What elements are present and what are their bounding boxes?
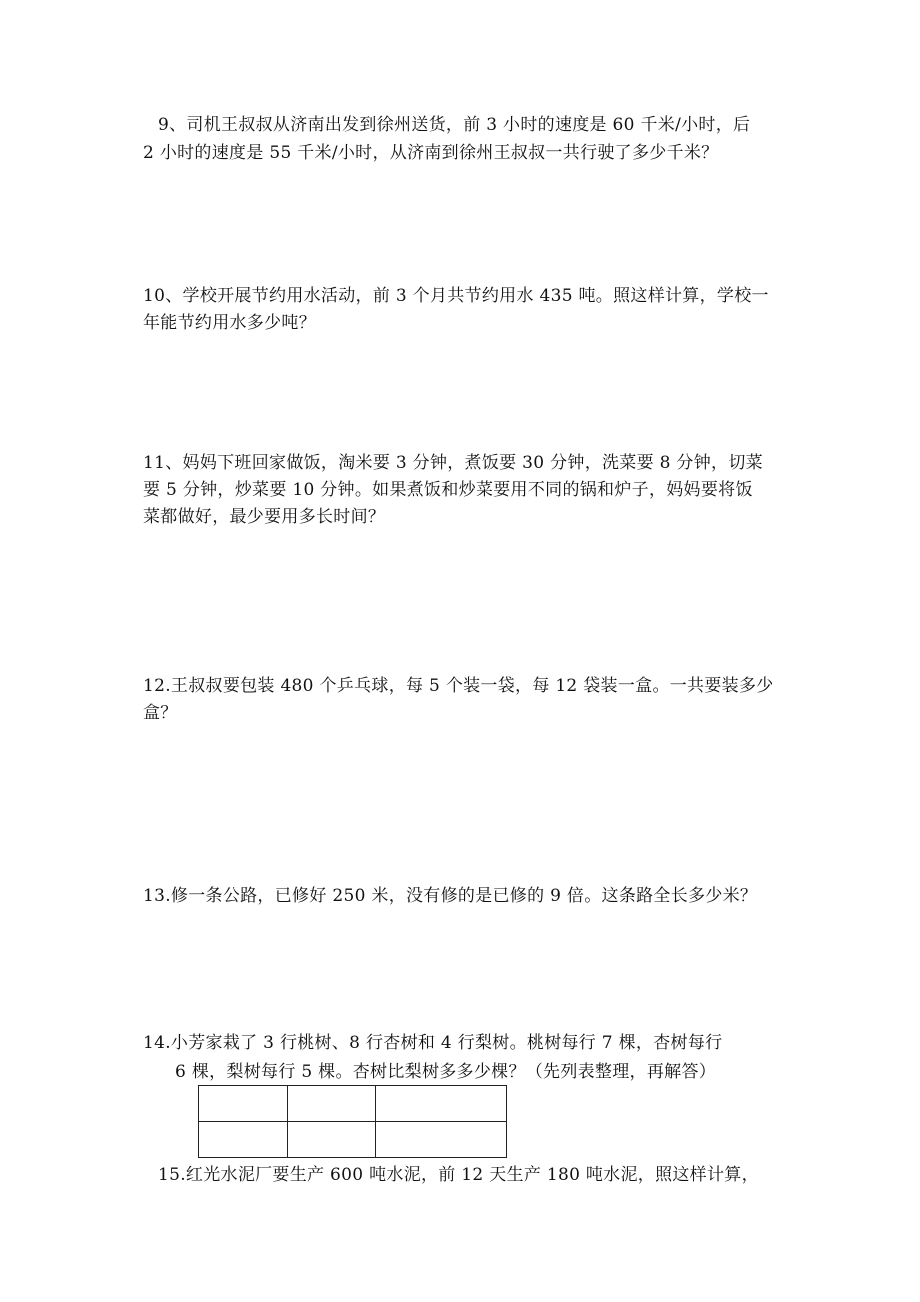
question-9-line-2: 2 小时的速度是 55 千米/小时，从济南到徐州王叔叔一共行驶了多少千米？ (143, 143, 719, 163)
question-13-line-1: 13.修一条公路，已修好 250 米，没有修的是已修的 9 倍。这条路全长多少米？ (143, 886, 758, 906)
question-11-line-2: 要 5 分钟，炒菜要 10 分钟。如果煮饭和炒菜要用不同的锅和炉子，妈妈要将饭 (143, 480, 753, 500)
table-row (199, 1086, 507, 1122)
question-11-line-1: 11、妈妈下班回家做饭，淘米要 3 分钟，煮饭要 30 分钟，洗菜要 8 分钟，切菜 (143, 453, 763, 473)
question-10-line-1: 10、学校开展节约用水活动，前 3 个月共节约用水 435 吨。照这样计算，学校一 (143, 286, 769, 306)
question-14-line-1: 14.小芳家栽了 3 行桃树、8 行杏树和 4 行梨树。桃树每行 7 棵，杏树每行 (143, 1033, 723, 1053)
table-cell[interactable] (376, 1122, 507, 1158)
table-cell[interactable] (288, 1122, 376, 1158)
table-row (199, 1122, 507, 1158)
question-12-line-2: 盒？ (143, 703, 178, 723)
question-10-line-2: 年能节约用水多少吨？ (143, 313, 316, 333)
table-cell[interactable] (288, 1086, 376, 1122)
table-cell[interactable] (376, 1086, 507, 1122)
question-11-line-3: 菜都做好，最少要用多长时间？ (143, 507, 386, 527)
answer-table (198, 1085, 507, 1158)
question-15-line-1: 15.红光水泥厂要生产 600 吨水泥，前 12 天生产 180 吨水泥，照这样计算， (158, 1165, 759, 1185)
table-cell[interactable] (199, 1122, 288, 1158)
question-14-line-2: 6 棵，梨树每行 5 棵。杏树比梨树多多少棵？（先列表整理，再解答） (175, 1062, 717, 1082)
question-9-line-1: 9、司机王叔叔从济南出发到徐州送货，前 3 小时的速度是 60 千米/小时，后 (158, 115, 751, 135)
table-cell[interactable] (199, 1086, 288, 1122)
question-12-line-1: 12.王叔叔要包装 480 个乒乓球，每 5 个装一袋，每 12 袋装一盒。一共要装多少 (143, 676, 774, 696)
